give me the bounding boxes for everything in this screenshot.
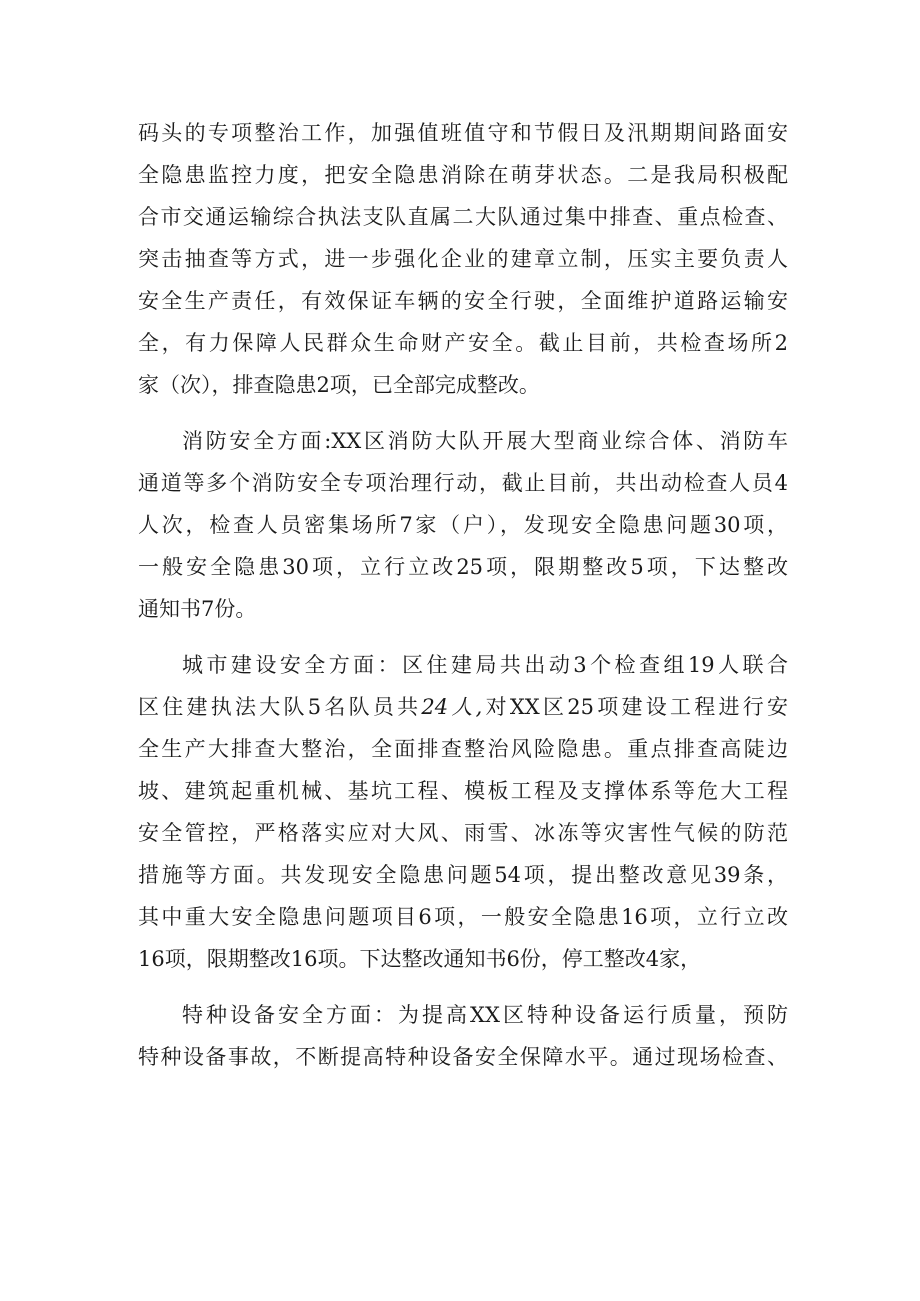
text-line: 16项，限期整改16项。下达整改通知书6份，停工整改4家， (138, 947, 702, 971)
text-line: 通道等多个消防安全专项治理行动，截止目前，共出动检查人员4 (138, 471, 788, 495)
paragraph-fire-safety (138, 420, 788, 630)
text-line: 全隐患监控力度，把安全隐患消除在萌芽状态。二是我局积极配 (138, 163, 788, 187)
text-line: 码头的专项整治工作，加强值班值守和节假日及汛期期间路面安 (138, 121, 788, 145)
text-line: 突击抽查等方式，进一步强化企业的建章立制，压实主要负责人 (138, 247, 788, 271)
text-line: 特种设备事故，不断提高特种设备安全保障水平。通过现场检查、 (138, 1045, 788, 1069)
text-segment-italic: 24人, (421, 695, 483, 719)
text-line: 通知书7份。 (138, 597, 257, 621)
text-line: 家（次），排查隐患2项，已全部完成整改。 (138, 373, 540, 397)
text-line: 一般安全隐患30项，立行立改25项，限期整改5项，下达整改 (138, 555, 788, 579)
text-line: 消防安全方面:XX区消防大队开展大型商业综合体、消防车 (182, 429, 788, 453)
text-line: 安全生产责任，有效保证车辆的安全行驶，全面维护道路运输安 (138, 289, 788, 313)
text-line: 全，有力保障人民群众生命财产安全。截止目前，共检查场所2 (138, 331, 788, 355)
text-line: 人次，检查人员密集场所7家（户），发现安全隐患问题30项， (138, 513, 788, 537)
paragraph-special-equipment (138, 994, 788, 1078)
text-line: 措施等方面。共发现安全隐患问题54项，提出整改意见39条， (138, 863, 788, 887)
paragraph-road-transport (138, 112, 788, 406)
text-segment: 区住建执法大队5名队员共 (138, 695, 422, 719)
paragraph-urban-construction (138, 644, 788, 980)
text-line: 其中重大安全隐患问题项目6项，一般安全隐患16项，立行立改 (138, 905, 788, 929)
text-line-mixed (138, 686, 788, 728)
document-body (138, 112, 788, 1078)
text-line: 全生产大排查大整治，全面排查整治风险隐患。重点排查高陡边 (138, 737, 788, 761)
text-segment: 对XX区25项建设工程进行安 (482, 695, 788, 719)
text-line: 特种设备安全方面：为提高XX区特种设备运行质量，预防 (182, 1003, 788, 1027)
text-line: 安全管控，严格落实应对大风、雨雪、冰冻等灾害性气候的防范 (138, 821, 788, 845)
text-line: 合市交通运输综合执法支队直属二大队通过集中排查、重点检查、 (138, 205, 788, 229)
text-line: 城市建设安全方面：区住建局共出动3个检查组19人联合 (182, 653, 788, 677)
text-line: 坡、建筑起重机械、基坑工程、模板工程及支撑体系等危大工程 (138, 779, 788, 803)
